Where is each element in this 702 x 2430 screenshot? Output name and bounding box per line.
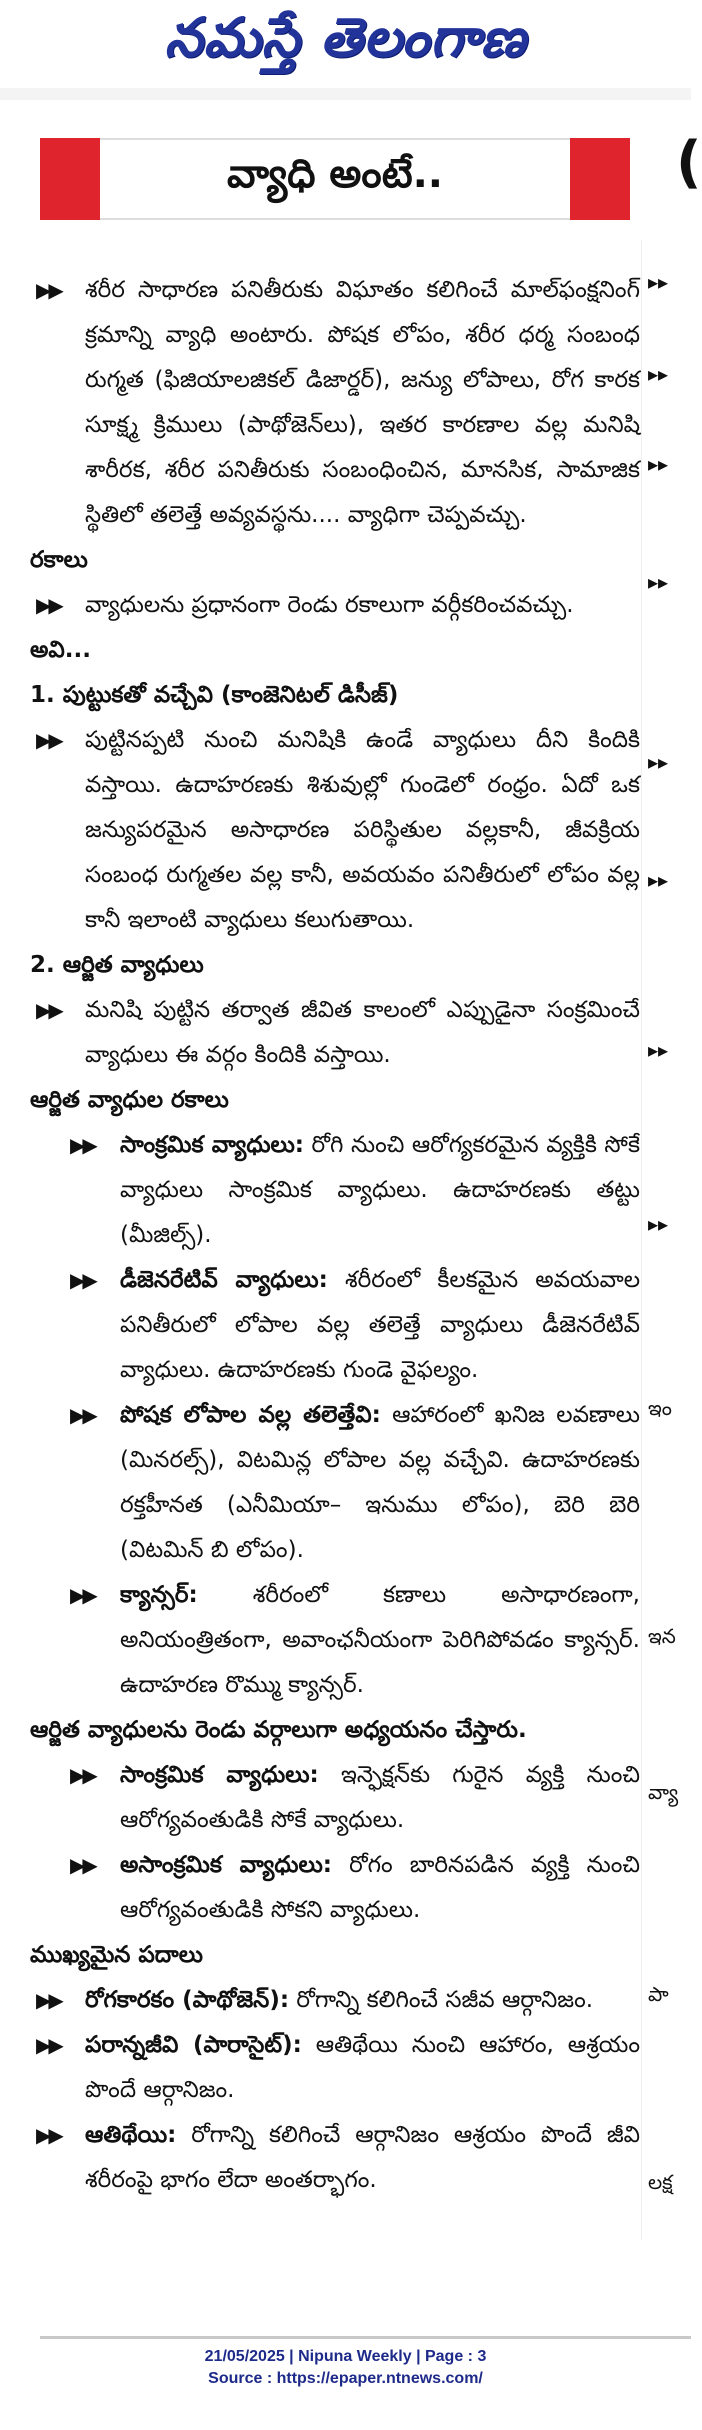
double-arrow-icon: ▶▶	[36, 998, 61, 1022]
list-item	[30, 1258, 640, 1393]
masthead-title: నమస్తే తెలంగాణ	[164, 5, 527, 69]
double-arrow-icon: ▶▶	[70, 1133, 95, 1157]
footer	[0, 2346, 691, 2390]
list-item	[30, 1843, 640, 1933]
term: ఆతిథేయి:	[85, 2122, 177, 2148]
double-arrow-icon: ▶▶	[70, 1403, 95, 1427]
term: డీజెనరేటివ్ వ్యాధులు:	[120, 1267, 328, 1293]
double-arrow-icon: ▶▶	[36, 728, 61, 752]
clipped-fragment: ▸▸	[648, 452, 669, 476]
definition: రోగాన్ని కలిగించే సజీవ ఆర్గానిజం.	[289, 1987, 594, 2013]
types-heading: రకాలు	[30, 547, 88, 573]
term: అసాంక్రమిక వ్యాధులు:	[120, 1852, 332, 1878]
congenital-heading: 1. పుట్టుకతో వచ్చేవి (కాంజెనిటల్ డిసీజ్)	[30, 682, 399, 708]
clipped-fragment: ▸▸	[648, 270, 669, 294]
double-arrow-icon: ▶▶	[36, 2033, 61, 2057]
list-item	[30, 1573, 640, 1708]
article-body	[30, 268, 640, 2203]
footer-source-link[interactable]: Source : https://epaper.ntnews.com/	[208, 2370, 483, 2387]
they-heading: అవి...	[30, 637, 91, 663]
term: సాంక్రమిక వ్యాధులు:	[120, 1132, 305, 1158]
list-item	[30, 1393, 640, 1573]
list-item	[30, 2113, 640, 2203]
list-item	[30, 1978, 640, 2023]
clipped-fragment: పా	[648, 1982, 669, 2006]
double-arrow-icon: ▶▶	[36, 593, 61, 617]
footer-date-line: 21/05/2025 | Nipuna Weekly | Page : 3	[204, 2348, 487, 2365]
definition: ఆహారంలో ఖనిజ లవణాలు (మినరల్స్), విటమిన్ల లోపాల వల్ల వచ్చేవి. ఉదాహరణకు రక్తహీనత (ఎనీమియా– ఇనుము లోపం), బెరి బెరి (విటమిన్ బి లోపం).	[120, 1402, 640, 1563]
intro-text: శరీర సాధారణ పనితీరుకు విఘాతం కలిగించే మాల్‌ఫంక్షనింగ్ క్రమాన్ని వ్యాధి అంటారు. పోషక లోపం, శరీర ధర్మ సంబంధ రుగ్మత (ఫిజియాలజికల్ డిజార్డర్), జన్యు లోపాలు, రోగ కారక సూక్ష్మ క్రిములు (పాథోజెన్‌లు), ఇతర కారణాల వల్ల మనిషి శారీరక, శరీర పనితీరుకు సంబంధించిన, మానసిక, సామాజిక స్థితిలో తలెత్తే అవ్యవస్థను.... వ్యాధిగా చెప్పవచ్చు.	[85, 277, 640, 528]
banner-left-block	[40, 138, 100, 220]
term: రోగకారకం (పాథోజెన్):	[85, 1987, 290, 2013]
terms-heading: ముఖ్యమైన పదాలు	[30, 1942, 203, 1968]
acquired-text: మనిషి పుట్టిన తర్వాత జీవిత కాలంలో ఎప్పుడైనా సంక్రమించే వ్యాధులు ఈ వర్గం కిందికి వస్తాయి.	[85, 997, 640, 1068]
term: సాంక్రమిక వ్యాధులు:	[120, 1762, 319, 1788]
masthead	[0, 0, 691, 88]
banner-right-block	[570, 138, 630, 220]
study-heading: ఆర్జిత వ్యాధులను రెండు వర్గాలుగా అధ్యయనం చేస్తారు.	[30, 1717, 527, 1743]
term: పోషక లోపాల వల్ల తలెత్తేవి:	[120, 1402, 381, 1428]
double-arrow-icon: ▶▶	[36, 2123, 61, 2147]
clipped-fragment: వ్యా	[648, 1780, 679, 1804]
masthead-divider	[0, 88, 691, 100]
acquired-types-heading: ఆర్జిత వ్యాధుల రకాలు	[30, 1087, 229, 1113]
right-column-clipped	[648, 270, 691, 2194]
list-item	[30, 1123, 640, 1258]
types-paragraph	[30, 583, 640, 628]
term: పరాన్నజీవి (పారాసైట్):	[85, 2032, 302, 2058]
clipped-fragment: ▸▸	[648, 362, 669, 386]
list-item	[30, 2023, 640, 2113]
double-arrow-icon: ▶▶	[70, 1763, 95, 1787]
definition: శరీరంలో కీలకమైన అవయవాల పనితీరులో లోపాల వల్ల తలెత్తే వ్యాధులు డీజెనరేటివ్ వ్యాధులు. ఉదాహరణకు గుండె వైఫల్యం.	[120, 1267, 640, 1383]
congenital-paragraph	[30, 718, 640, 943]
clipped-fragment: ▸▸	[648, 868, 669, 892]
definition: ఆతిథేయి నుంచి ఆహారం, ఆశ్రయం పొందే ఆర్గానిజం.	[85, 2032, 640, 2103]
definition: రోగి నుంచి ఆరోగ్యకరమైన వ్యక్తికి సోకే వ్యాధులు సాంక్రమిక వ్యాధులు. ఉదాహరణకు తట్టు (మీజిల్స్).	[120, 1132, 640, 1248]
banner-center	[100, 138, 570, 220]
clipped-fragment: ▸▸	[648, 1038, 669, 1062]
list-item	[30, 1753, 640, 1843]
double-arrow-icon: ▶▶	[70, 1268, 95, 1292]
definition: రోగం బారినపడిన వ్యక్తి నుంచి ఆరోగ్యవంతుడికి సోకని వ్యాధులు.	[120, 1852, 640, 1923]
footer-divider	[40, 2336, 691, 2339]
right-column-clipped-heading: (	[676, 130, 702, 195]
acquired-heading: 2. ఆర్జిత వ్యాధులు	[30, 952, 204, 978]
types-text: వ్యాధులను ప్రధానంగా రెండు రకాలుగా వర్గీకరించవచ్చు.	[85, 592, 574, 618]
section-banner	[40, 138, 630, 220]
banner-title: వ్యాధి అంటే..	[227, 151, 443, 197]
definition: శరీరంలో కణాలు అసాధారణంగా, అనియంత్రితంగా, అవాంఛనీయంగా పెరిగిపోవడం క్యాన్సర్. ఉదాహరణ రొమ్ము క్యాన్సర్.	[120, 1582, 640, 1698]
double-arrow-icon: ▶▶	[70, 1853, 95, 1877]
intro-paragraph	[30, 268, 640, 538]
definition: రోగాన్ని కలిగించే ఆర్గానిజం ఆశ్రయం పొందే జీవి శరీరంపై భాగం లేదా అంతర్భాగం.	[85, 2122, 640, 2193]
double-arrow-icon: ▶▶	[36, 1988, 61, 2012]
clipped-fragment: ఇన	[648, 1624, 676, 1648]
term: క్యాన్సర్:	[120, 1582, 198, 1608]
clipped-fragment: ▸▸	[648, 1212, 669, 1236]
definition: ఇన్ఫెక్షన్‌కు గురైన వ్యక్తి నుంచి ఆరోగ్యవంతుడికి సోకే వ్యాధులు.	[120, 1762, 640, 1833]
double-arrow-icon: ▶▶	[70, 1583, 95, 1607]
clipped-fragment: ▸▸	[648, 750, 669, 774]
clipped-fragment: ఇం	[648, 1396, 672, 1420]
clipped-fragment: లక్ష	[648, 2170, 673, 2194]
column-divider	[641, 240, 642, 2240]
double-arrow-icon: ▶▶	[36, 278, 61, 302]
congenital-text: పుట్టినప్పటి నుంచి మనిషికి ఉండే వ్యాధులు దీని కిందికి వస్తాయి. ఉదాహరణకు శిశువుల్లో గుండెలో రంధ్రం. ఏదో ఒక జన్యుపరమైన అసాధారణ పరిస్థితుల వల్లకానీ, జీవక్రియ సంబంధ రుగ్మతల వల్ల కానీ, అవయవం పనితీరులో లోపం వల్ల కానీ ఇలాంటి వ్యాధులు కలుగుతాయి.	[85, 727, 640, 933]
acquired-paragraph	[30, 988, 640, 1078]
clipped-fragment: ▸▸	[648, 570, 669, 594]
